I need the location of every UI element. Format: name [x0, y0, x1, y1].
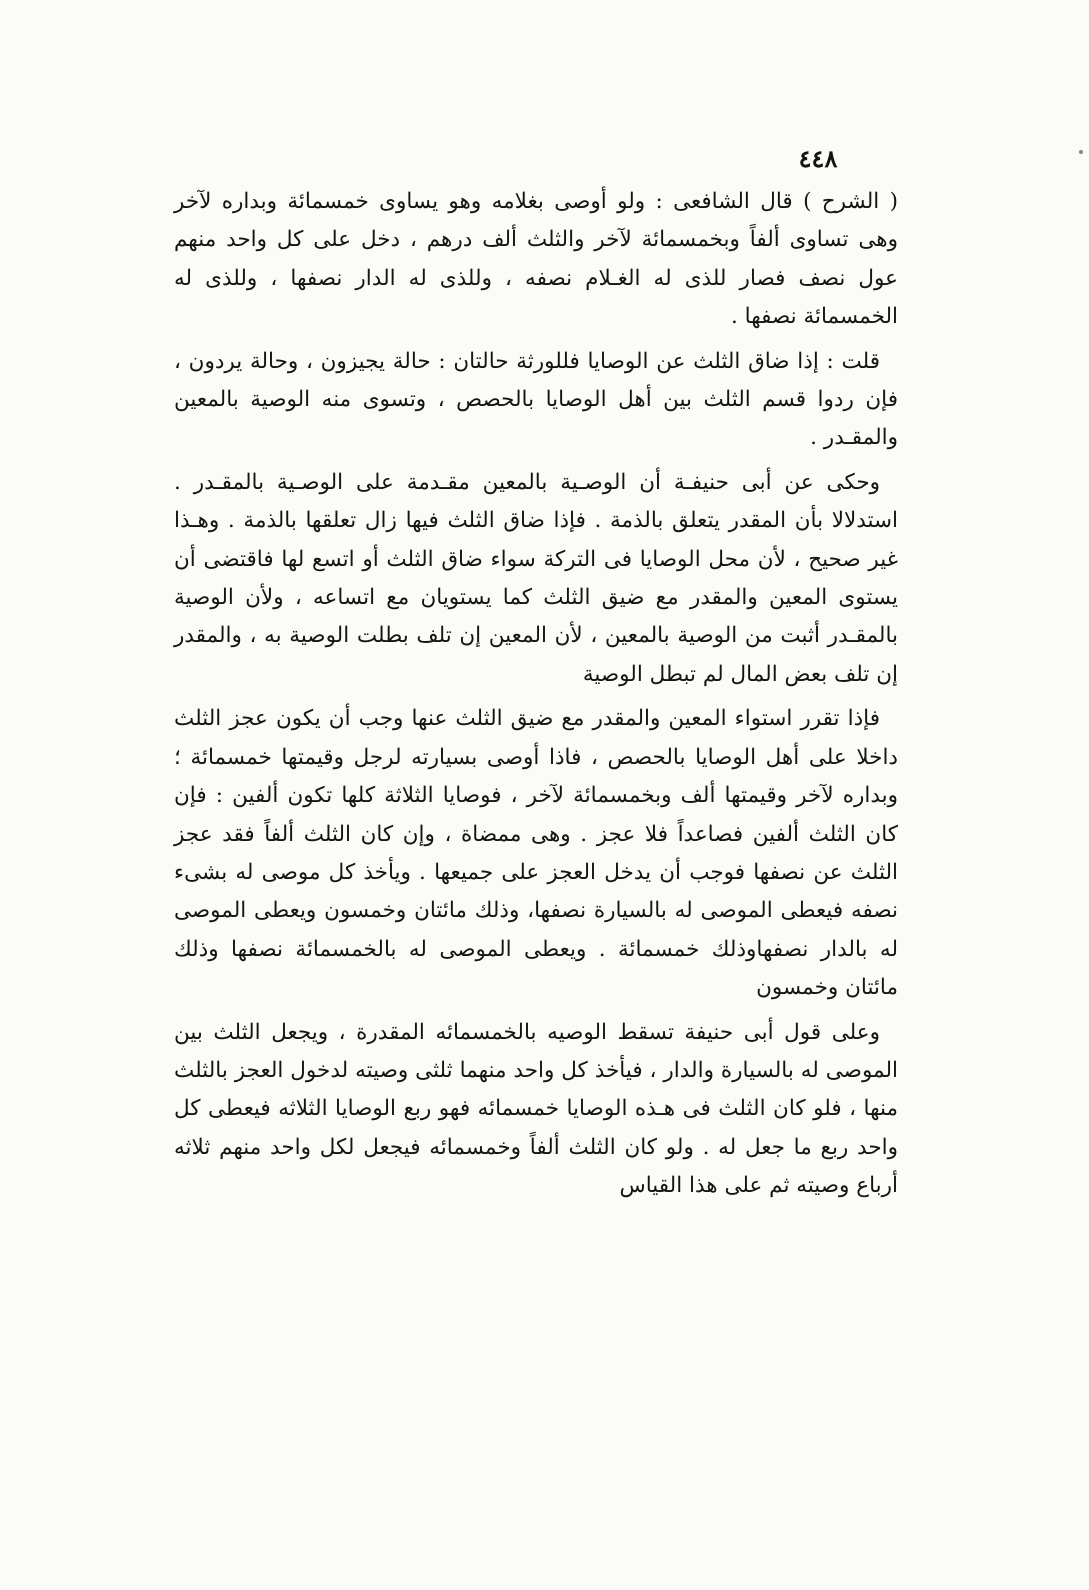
paragraph-commentary-shafii: ( الشرح ) قال الشافعى : ولو أوصى بغلامه وهو يساوى خمسمائة وبداره لآخر وهى تساوى ألفاً وبخمسمائة لآخر والثلث ألف درهم ، دخل على كل واحد منهم عول نصف فصار للذى له الغـلام نصفه ، وللذى له الدار نصفها ، وللذى له الخمسمائة نصفها . [174, 189, 898, 330]
paragraph-deficit-distribution: فإذا تقرر استواء المعين والمقدر مع ضيق الثلث عنها وجب أن يكون عجز الثلث داخلا على أهل الوصايا بالحصص ، فاذا أوصى بسيارته لرجل وقيمتها خمسمائة ؛ وبداره لآخر وقيمتها ألف وبخمسمائة لآخر ، فوصايا الثلاثة كلها تكون ألفين : فإن كان الثلث ألفين فصاعداً فلا عجز . وهى ممضاة ، وإن كان الثلث ألفاً فقد عجز الثلث عن نصفها فوجب أن يدخل العجز على جميعها . ويأخذ كل موصى له بشىء نصفه فيعطى الموصى له بالسيارة نصفها، وذلك مائتان وخمسون ويعطى الموصى له بالدار نصفهاوذلك خمسمائة . ويعطى الموصى له بالخمسمائة نصفها وذلك مائتان وخمسون [174, 706, 898, 1001]
paragraph-heirs-two-cases: قلت : إذا ضاق الثلث عن الوصايا فللورثة حالتان : حالة يجيزون ، وحالة يردون ، فإن ردوا قسم الثلث بين أهل الوصايا بالحصص ، وتسوى منه الوصية بالمعين والمقـدر . [174, 348, 898, 451]
page-number: ٤٤٨ [798, 144, 838, 173]
scan-mark [1079, 150, 1083, 154]
paragraph-abu-hanifa-view: وحكى عن أبى حنيفـة أن الوصـية بالمعين مقـدمة على الوصـية بالمقـدر . استدلالا بأن المقدر يتعلق بالذمة . فإذا ضاق الثلث فيها زال تعلقها بالذمة . وهـذا غير صحيح ، لأن محل الوصايا فى التركة سواء ضاق الثلث أو اتسع لها فاقتضى أن يستوى المعين والمقدر مع ضيق الثلث كما يستويان مع اتساعه ، ولأن الوصية بالمقـدر أثبت من الوصية بالمعين ، لأن المعين إن تلف بطلت الوصية به ، والمقدر إن تلف بعض المال لم تبطل الوصية [174, 469, 898, 687]
paragraph-abu-hanifa-calculation: وعلى قول أبى حنيفة تسقط الوصيه بالخمسمائه المقدرة ، ويجعل الثلث بين الموصى له بالسيارة والدار ، فيأخذ كل واحد منهما ثلثى وصيته لدخول العجز بالثلث منها ، فلو كان الثلث فى هـذه الوصايا خمسمائه فهو ربع الوصايا الثلاثه فيعطى كل واحد ربع ما جعل له . ولو كان الثلث ألفاً وخمسمائه فيجعل لكل واحد منهم ثلاثه أرباع وصيته ثم على هذا القياس [174, 1019, 898, 1199]
page-body-text [174, 183, 898, 1212]
